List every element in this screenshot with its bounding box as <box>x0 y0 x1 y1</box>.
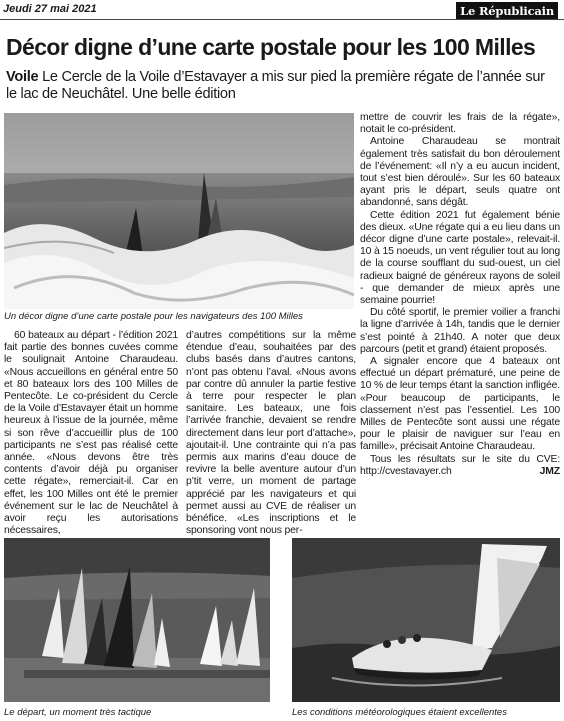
yacht-photo-caption: Les conditions météorologiques étaient excellentes <box>292 707 507 718</box>
col3-paragraph: Cette édition 2021 fut également bénie des dieux. «Une régate qui a eu lieu dans un décor digne d’une carte postale», relevait-il. 10 à 15 noeuds, un vent régulier tout au long de la course soufflant du sud-ouest, un ciel radieux baigné de généreux rayons de soleil - que demander de mieux après une semaine pourrie! <box>360 209 560 307</box>
start-photo-regatta <box>4 538 270 702</box>
results-note: Tous les résultats sur le site du CVE: http://cvestavayer.ch <box>360 453 560 477</box>
issue-date: Jeudi 27 mai 2021 <box>3 3 97 15</box>
col3-paragraph: Antoine Charaudeau se montrait également très satisfait du bon déroulement de l’événement: «Il n’y a eu aucun incident, tout s’est bien déroulé». Sur les 60 bateaux ayant pris le départ, seuls quatre ont abandonné, sans dégât. <box>360 136 560 209</box>
section-kicker: Voile <box>6 69 39 85</box>
start-photo-caption: Le départ, un moment très tactique <box>4 707 152 718</box>
col3-paragraph: A signaler encore que 4 bateaux ont effectué un départ prématuré, une peine de 10 % de leur temps étant la sanction infligée. «Pour beaucoup de participants, le classement n’est pas l’essentiel. Les 100 Milles de Pentecôte sont aussi une régate pour le plaisir de naviguer sur l’eau en famille», précisait Antoine Charaudeau. <box>360 356 560 453</box>
main-photo-sailboats-waves <box>4 113 354 309</box>
lede-text: Le Cercle de la Voile d’Estavayer a mis sur pied la première régate de l’année sur le lac de Neuchâtel. Une belle édition <box>6 69 545 102</box>
author-signature: JMZ <box>539 465 560 477</box>
col3-paragraph <box>360 454 560 478</box>
text-column-1 <box>4 330 178 537</box>
newspaper-masthead: Le Républicain <box>456 2 558 20</box>
col1-paragraph: 60 bateaux au départ - l’édition 2021 fait partie des bonnes cuvées comme le soulignait Antoine Charaudeau. «Nous accueillons en général entre 50 et 80 bateaux lors des 100 Milles de Pentecôte. Le co-président du Cercle de la Voile d’Estavayer était un homme heureux à l’issue de la journée, même si son rêve d’accueillir plus de 100 participants ne s’est pas réalisé cette année. «Nous devons être très contents d’avoir déjà pu organiser cette régate», remerciait-il. Car en effet, les 100 Milles ont été le premier événement sur le lac de Neuchâtel à avoir reçu les autorisations nécessaires, <box>4 330 178 537</box>
text-column-3 <box>360 112 560 478</box>
main-photo-caption: Un décor digne d’une carte postale pour les navigateurs des 100 Milles <box>4 311 303 322</box>
col3-paragraph: Du côté sportif, le premier voilier a franchi la ligne d’arrivée à 14h, tandis que le dernier s’est pointé à 21h40. A noter que deux parcours (petit et grand) étaient proposés. <box>360 307 560 355</box>
heeling-yacht-photo <box>292 538 560 702</box>
article-lede <box>6 69 558 103</box>
article-headline: Décor digne d’une carte postale pour les 100 Milles <box>6 34 536 60</box>
text-column-2 <box>186 330 356 537</box>
col2-paragraph: d’autres compétitions sur la même étendue d’eau, souhaitées par des clubs basés dans d’autres cantons, n’ont pas obtenu l’aval. «Nous avons par contre dû annuler la partie festive à terre pour respecter le plan sanitaire. Les bateaux, une fois l’arrivée franchie, devaient se rendre directement dans leur port d’attache», ajoutait-il. Une contrainte qui n’a pas permis aux marins d’eau douce de revivre la belle aventure autour d’un p’tit verre, un moment de partage apprécié par les navigateurs et qui permet aussi au CVE de réaliser un bénéfice. «Les inscriptions et le sponsoring vont nous per- <box>186 330 356 537</box>
header-divider <box>0 19 564 20</box>
page-header <box>0 0 564 20</box>
col3-paragraph: mettre de couvrir les frais de la régate», notait le co-président. <box>360 112 560 136</box>
